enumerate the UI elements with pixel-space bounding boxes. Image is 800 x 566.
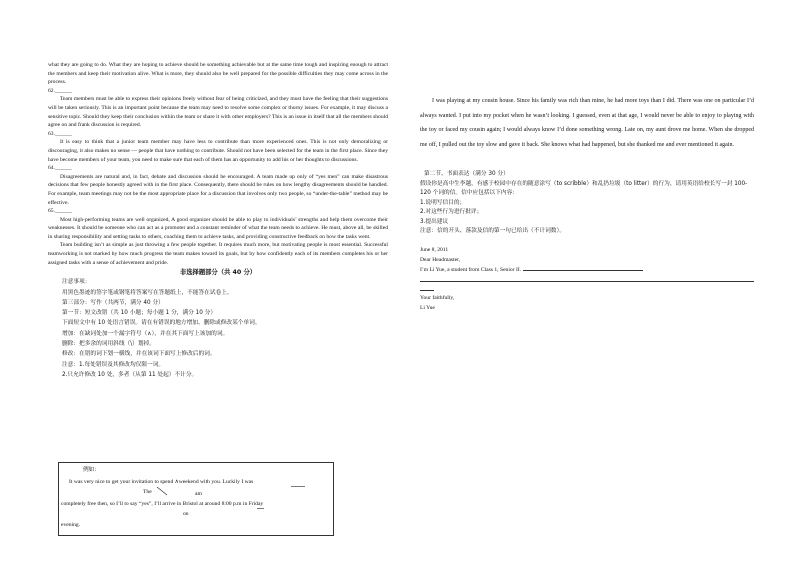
blank-63: 63.______ [48, 130, 72, 137]
paragraph-64: Disagreements are natural and, in fact, debate and discussion should be encouraged. A team made up only of “yes men” can make disastrous decisions that few people honestly agreed with in the first place. Consequently, there should be rules on how lengthy disagreements should be handled. For example, team meetings may not be the most appropriate place for a discussion that involves only two people, so “under-the-table” method may be effective. [48, 173, 388, 206]
letter-first-line [420, 265, 754, 275]
example-line-1: It was very nice to get your invitation to spend ∧weekend with you. Luckily I was [69, 479, 254, 485]
point-1: 1.说明写信目的； [420, 199, 466, 206]
blank-62: 62.______ [48, 87, 72, 94]
letter-greeting: Dear Headmaster, [420, 257, 461, 263]
paragraph-63: It is easy to think that a junior team member may have less to contribute than more experienced ones. This is not only demoralizing or discouraging, it also makes no sense — people that have nothing to contribute. Should not have been selected for the team in the first place. Since they have become members of your team, you need to make sure that each of them has an opportunity to add his or her thoughts to discussions. [48, 139, 388, 163]
note-line: 第一节：短文改错（共 10 小题；每小题 1 分，满分 10 分） [62, 310, 217, 317]
point-2: 2.对这些行为进行批评； [420, 209, 483, 215]
writing-note: 注意：信的开头、落款及信的第一句已给出（不计词数）。 [420, 228, 566, 234]
note-line: 修改：在错的词下划一横线，并在该词下面写上修改后的词。 [62, 351, 216, 358]
caret-stroke [157, 487, 167, 495]
error-passage [420, 94, 754, 152]
passage-block [48, 61, 388, 380]
letter-block [420, 245, 754, 313]
letter-closing: Your faithfully, [420, 295, 455, 301]
note-line: 用黑色墨迹的签字笔或钢笔将答案写在答题纸上，不能答在试卷上。 [62, 289, 233, 296]
example-line-2: completely free then, so I’ll to say “yes”, I’ll arrive in Bristol at around 8:00 p.m in Friday [61, 501, 264, 507]
note-line: 2.只允许修改 10 处，多者（从第 11 处起）不计分。 [62, 371, 198, 378]
paragraph-intro: what they are going to do. What they are hoping to achieve should be something achievable but at the same time tough and inspiring enough to attract the members and keep their motivation alive. What is more, they should also be well prepared for the possible difficulties they may come across in the process. [48, 62, 388, 86]
paragraph-65b: Team building isn’t as simple as just throwing a few people together. It requires much more, but motivating people is most essential. Successful teamworking is not marked by how much progress the team makes toward its goals, but by how confidently each of its members completes his or her assigned tasks with a sense of achievement and pride. [48, 242, 388, 266]
note-line: 注意：1.每处错误及其修改均仅限一词。 [62, 361, 165, 368]
answer-line-short [420, 282, 434, 291]
note-line: 第三部分：写作（共两节，满分 40 分） [62, 299, 164, 306]
note-line: 注意事项： [62, 279, 91, 286]
example-line-3: evening. [61, 522, 81, 528]
note-line: 下面短文中有 10 处语言错误。请在有错误的地方增加、删除或修改某个单词。 [62, 320, 261, 327]
blank-65: 65.______ [48, 208, 72, 215]
example-box [58, 462, 334, 536]
letter-date: June 8, 2011 [420, 247, 449, 253]
first-line-text: I’m Li Yue, a student from Class 1, Senior II. [420, 267, 522, 273]
paragraph-62: Team members must be able to express their opinions freely without fear of being criticized, and they must have the feeling that their suggestions will be taken seriously. This is an important point because the team may need to resolve some complex or thorny issues. For example, it may discuss a sensitive topic. Should they keep their conclusion within the team or share it with other employers? This is an issue in itself that all the members should agree on and frank discussion is required. [48, 96, 388, 129]
writing-prompt: 假设你是高中生李越，有感于校园中存在的随意涂写（to scribble）和乱扔垃圾（to litter）的行为，请用英语给校长写一封 100-120 个词的信。信中应包括以下内容： [420, 180, 748, 196]
note-line: 增加：在缺词处加一个漏字符号（∧），并在其下面写上该加的词。 [62, 330, 229, 337]
answer-line [523, 270, 643, 271]
writing-task [420, 170, 754, 237]
paragraph-65a: Most high-performing teams are well organized, A good organizer should be able to play to individuals’ strengths and help them overcome their weaknesses. It should be someone who can act as a promoter and a constant reminder of what the team needs to achieve. He must, above all, be skilled in sharing responsibility and setting tasks to others, coaching them to achieve tasks, and providing constructive feedback on how the tasks went. [48, 216, 388, 240]
example-label: 例如： [83, 467, 101, 473]
note-line: 删除：把多余的词用斜线（\）划掉。 [62, 341, 155, 348]
correction-am: am [195, 491, 202, 497]
blank-64: 64.______ [48, 165, 72, 172]
notes-block [48, 277, 388, 380]
section-2-title: 第二节、书面表达（满分 30 分） [424, 171, 509, 177]
letter-signature: Li Yue [420, 305, 435, 311]
error-correction-passage: I was playing at my cousin house. Since his family was rich than mine, he had more toys than I did. There was one on particular I’d always wanted. I put into my pocket when he wasn’t looking. I guessed, even at that age, I would never be able to enjoy to playing with the toy or faced my cousin again; I would always know I’d done something wrong. Late on, my aunt drove me home. When she dropped me off, I pulled out the toy slow and gave it back. She knows what had happened, but she thanked me and ever mentioned it again. [420, 98, 754, 148]
correction-marks [59, 463, 333, 535]
section-title: 非选择题部分（共 40 分） [179, 269, 257, 277]
point-3: 3.提出建议 [420, 218, 449, 225]
answer-line-full [420, 275, 754, 282]
correction-the: The [143, 489, 152, 495]
correction-on: on [183, 511, 189, 517]
